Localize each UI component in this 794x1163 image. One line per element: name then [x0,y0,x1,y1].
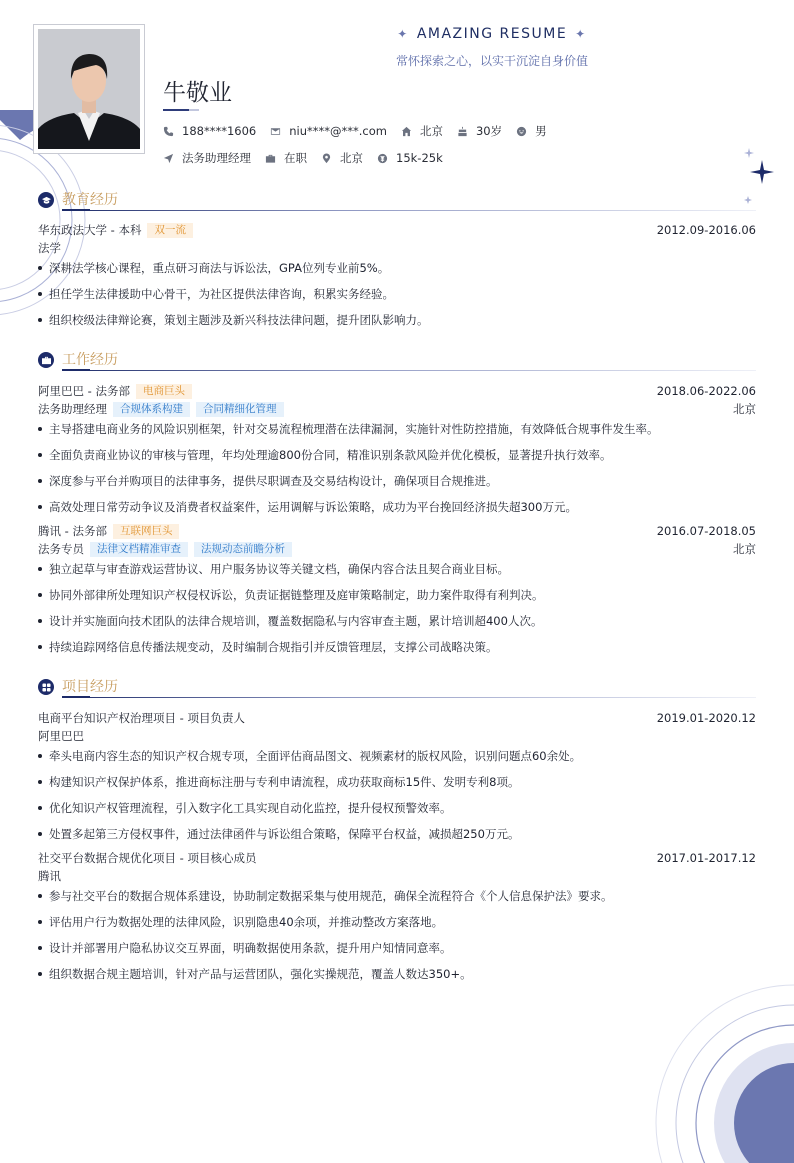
work-position-row [38,540,756,558]
skill-tag: 合同精细化管理 [196,402,284,417]
section-title: 教育经历 [62,192,118,208]
project-entry-header [38,849,756,867]
work-entry-header [38,522,756,540]
email-text: niu****@***.com [289,124,387,138]
gender-icon [516,126,527,137]
age-text: 30岁 [475,124,503,138]
cake-icon [457,126,468,137]
work-city: 北京 [733,402,756,416]
star-icon: ✦ [575,27,587,41]
profile-photo-frame [33,24,145,154]
work-city: 北京 [733,542,756,556]
decorative-circles-right [654,983,794,1163]
company-tag: 电商巨头 [136,384,192,399]
status-item [265,150,307,166]
position-item [163,150,251,166]
education-entry-header [38,221,756,239]
phone-icon [163,126,174,137]
star-icon: ✦ [397,27,409,41]
project-name: 电商平台知识产权治理项目 - 项目负责人 [38,711,245,725]
list-item: 组织数据合规主题培训，针对产品与运营团队，强化实操规范，覆盖人数达350+。 [38,966,756,982]
list-item: 独立起草与审查游戏运营协议、用户服务协议等关键文档，确保内容合法且契合商业目标。 [38,561,756,577]
skill-tag: 法规动态前瞻分析 [194,542,292,557]
list-item: 高效处理日常劳动争议及消费者权益案件，运用调解与诉讼策略，成功为平台挽回经济损失超300万元。 [38,499,756,515]
phone-item [163,124,256,138]
education-period: 2012.09-2016.06 [656,223,756,237]
salary-item [377,151,443,165]
project-org-row [38,727,756,745]
home-icon [401,126,412,137]
school-tag: 双一流 [147,223,193,238]
slogan-subtitle: 常怀探索之心，以实干沉淀自身价值 [395,54,588,68]
send-icon [163,153,174,164]
hometown-text: 北京 [419,124,443,138]
list-item: 评估用户行为数据处理的法律风险，识别隐患40余项，并推动整改方案落地。 [38,914,756,930]
salary-text: 15k-25k [396,151,443,165]
list-item: 协同外部律所处理知识产权侵权诉讼，负责证据链整理及庭审策略制定，助力案件取得有利判决。 [38,587,756,603]
list-item: 主导搭建电商业务的风险识别框架，针对交易流程梳理潜在法律漏洞，实施针对性防控措施，有效降低合规事件发生率。 [38,421,756,437]
list-item: 构建知识产权保护体系，推进商标注册与专利申请流程，成功获取商标15件、发明专利8项。 [38,774,756,790]
job-intention-row [163,149,457,167]
phone-text: 188****1606 [182,124,257,138]
list-item: 牵头电商内容生态的知识产权合规专项，全面评估商品图文、视频素材的版权风险，识别问题点60余处。 [38,748,756,764]
list-item: 组织校级法律辩论赛，策划主题涉及新兴科技法律问题，提升团队影响力。 [38,312,756,328]
name-underline-accent [189,109,199,111]
candidate-name: 牛敬业 [163,80,232,106]
mail-icon [270,126,281,137]
status-text: 在职 [284,151,307,165]
email-item [270,124,387,138]
section-work-header [38,349,756,371]
section-divider-accent [62,209,90,211]
project-name: 社交平台数据合规优化项目 - 项目核心成员 [38,851,257,865]
location-pin-icon [321,153,332,164]
section-divider [62,370,756,371]
section-divider [62,697,756,698]
list-item: 优化知识产权管理流程，引入数字化工具实现自动化监控，提升侵权预警效率。 [38,800,756,816]
gender-text: 男 [535,124,547,138]
contact-info-row [163,122,561,140]
work-position-row [38,400,756,418]
skill-tag: 法律文档精准审查 [90,542,188,557]
name-underline [163,109,189,111]
section-divider-accent [62,369,90,371]
list-item: 深耕法学核心课程，重点研习商法与诉讼法，GPA位列专业前5%。 [38,260,756,276]
briefcase-icon [265,153,276,164]
position-title: 法务专员 [38,542,84,556]
section-divider-accent [62,696,90,698]
slogan-title-text: AMAZING RESUME [416,26,568,42]
section-title: 项目经历 [62,679,118,695]
section-education-header [38,189,756,211]
company-tag: 互联网巨头 [113,524,180,539]
profile-photo [38,29,140,149]
list-item: 处置多起第三方侵权事件，通过法律函件与诉讼组合策略，保障平台权益，减损超250万元。 [38,826,756,842]
money-icon [377,153,388,164]
position-title: 法务助理经理 [38,402,107,416]
company-name: 腾讯 - 法务部 [38,524,107,538]
project-org: 阿里巴巴 [38,729,84,743]
position-text: 法务助理经理 [182,151,251,165]
list-item: 设计并实施面向技术团队的法律合规培训，覆盖数据隐私与内容审查主题，累计培训超400人次。 [38,613,756,629]
work-entry-header [38,382,756,400]
gender-item [516,123,547,139]
slogan-title [300,26,684,42]
project-entry-header [38,709,756,727]
project-period: 2017.01-2017.12 [656,851,756,865]
briefcase-icon [38,352,54,368]
list-item: 担任学生法律援助中心骨干，为社区提供法律咨询，积累实务经验。 [38,286,756,302]
major-name: 法学 [38,241,61,255]
project-org-row [38,867,756,885]
project-period: 2019.01-2020.12 [656,711,756,725]
work-period: 2018.06-2022.06 [656,384,756,398]
list-item: 全面负责商业协议的审核与管理，年均处理逾800份合同，精准识别条款风险并优化模板，显著提升执行效率。 [38,447,756,463]
list-item: 设计并部署用户隐私协议交互界面，明确数据使用条款，提升用户知情同意率。 [38,940,756,956]
section-divider [62,210,756,211]
school-name: 华东政法大学 - 本科 [38,223,142,237]
company-name: 阿里巴巴 - 法务部 [38,384,130,398]
section-title: 工作经历 [62,352,118,368]
section-projects-header [38,676,756,698]
work-period: 2016.07-2018.05 [656,524,756,538]
list-item: 持续追踪网络信息传播法规变动，及时编制合规指引并反馈管理层，支撑公司战略决策。 [38,639,756,655]
graduation-cap-icon [38,192,54,208]
skill-tag: 合规体系构建 [113,402,190,417]
list-item: 深度参与平台并购项目的法律事务，提供尽职调查及交易结构设计，确保项目合规推进。 [38,473,756,489]
hometown-item [401,123,443,139]
education-major-row [38,239,756,257]
city-text: 北京 [340,151,363,165]
project-org: 腾讯 [38,869,61,883]
city-item [321,150,363,166]
grid-icon [38,679,54,695]
list-item: 参与社交平台的数据合规体系建设，协助制定数据采集与使用规范，确保全流程符合《个人信息保护法》要求。 [38,888,756,904]
age-item [457,123,502,139]
